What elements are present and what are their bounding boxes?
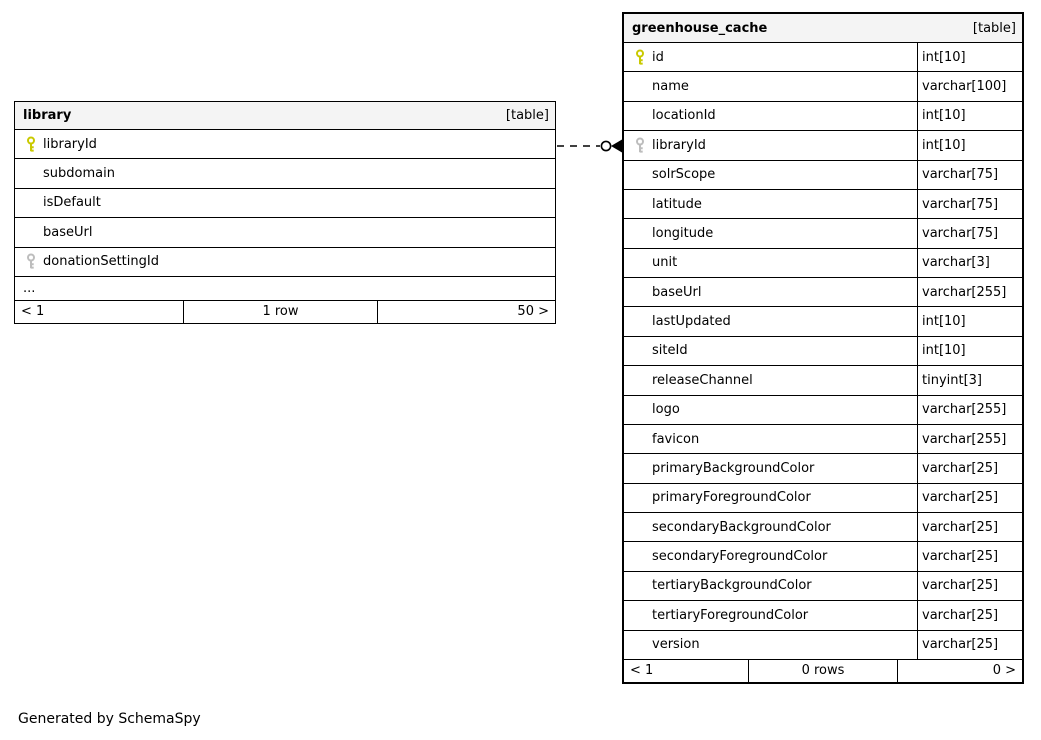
pager-next[interactable]: 0 > <box>897 660 1022 682</box>
column-row[interactable] <box>624 306 1022 335</box>
column-type: int[10] <box>917 43 1022 71</box>
column-name: locationId <box>652 108 716 124</box>
column-type: varchar[75] <box>917 190 1022 218</box>
column-row[interactable] <box>624 42 1022 71</box>
primary-key-icon <box>15 136 41 153</box>
column-row[interactable] <box>624 365 1022 394</box>
column-name: unit <box>652 255 678 271</box>
column-name: baseUrl <box>652 284 702 300</box>
column-name: tertiaryForegroundColor <box>652 607 809 623</box>
column-type: varchar[75] <box>917 161 1022 189</box>
column-type: tinyint[3] <box>917 366 1022 394</box>
table-card-greenhouse-cache[interactable] <box>622 12 1024 684</box>
column-row[interactable] <box>624 218 1022 247</box>
column-type: int[10] <box>917 131 1022 159</box>
column-row[interactable] <box>624 453 1022 482</box>
table-name: greenhouse_cache <box>632 20 768 36</box>
column-name: solrScope <box>652 167 716 183</box>
table-type-tag: [table] <box>505 108 549 123</box>
column-type: varchar[255] <box>917 396 1022 424</box>
pager-prev[interactable]: < 1 <box>630 663 654 679</box>
arrowhead-icon <box>611 140 622 153</box>
table-pager <box>624 659 1022 682</box>
column-type: varchar[25] <box>917 631 1022 659</box>
column-row[interactable] <box>624 395 1022 424</box>
column-name: libraryId <box>652 137 706 153</box>
column-row[interactable] <box>624 277 1022 306</box>
column-row[interactable] <box>624 71 1022 100</box>
column-row[interactable] <box>624 424 1022 453</box>
column-type: int[10] <box>917 337 1022 365</box>
column-type: varchar[3] <box>917 249 1022 277</box>
pager-row-count: 1 row <box>183 301 377 323</box>
column-row[interactable] <box>15 188 555 217</box>
table-header[interactable] <box>15 102 555 129</box>
column-name: siteId <box>652 343 688 359</box>
column-row[interactable] <box>624 336 1022 365</box>
column-type: varchar[25] <box>917 601 1022 629</box>
column-name: releaseChannel <box>652 372 753 388</box>
column-type: varchar[75] <box>917 219 1022 247</box>
table-type-tag: [table] <box>972 20 1016 36</box>
column-type: varchar[100] <box>917 72 1022 100</box>
column-row[interactable] <box>624 160 1022 189</box>
relationship-connector <box>556 138 622 154</box>
table-pager <box>15 300 555 323</box>
column-name: donationSettingId <box>43 254 159 270</box>
column-type: int[10] <box>917 102 1022 130</box>
column-name: lastUpdated <box>652 314 731 330</box>
column-row[interactable] <box>624 101 1022 130</box>
primary-key-icon <box>624 49 650 66</box>
generated-by-text: Generated by SchemaSpy <box>18 711 201 727</box>
column-type: varchar[25] <box>917 572 1022 600</box>
column-type: int[10] <box>917 307 1022 335</box>
column-row[interactable] <box>15 158 555 187</box>
column-name: favicon <box>652 431 700 447</box>
foreign-key-icon <box>15 253 41 270</box>
column-row[interactable] <box>624 483 1022 512</box>
column-name: primaryBackgroundColor <box>652 460 815 476</box>
column-row[interactable] <box>624 571 1022 600</box>
column-type: varchar[25] <box>917 454 1022 482</box>
pager-prev[interactable]: < 1 <box>21 304 45 320</box>
column-name: id <box>652 49 664 65</box>
column-name: secondaryForegroundColor <box>652 549 828 565</box>
column-row[interactable] <box>624 512 1022 541</box>
column-name: latitude <box>652 196 702 212</box>
column-name: logo <box>652 402 680 418</box>
column-type: varchar[25] <box>917 484 1022 512</box>
column-row[interactable] <box>15 247 555 276</box>
table-name: library <box>23 108 72 123</box>
column-name: subdomain <box>43 166 115 182</box>
foreign-key-icon <box>624 137 650 154</box>
column-row[interactable] <box>15 217 555 246</box>
pager-next[interactable]: 50 > <box>377 301 555 323</box>
pager-row-count: 0 rows <box>748 660 897 682</box>
column-name: secondaryBackgroundColor <box>652 519 831 535</box>
zero-cardinality-circle-icon <box>601 141 610 150</box>
column-name: version <box>652 637 700 653</box>
table-header[interactable] <box>624 14 1022 42</box>
table-card-library[interactable] <box>14 101 556 324</box>
column-row[interactable] <box>624 541 1022 570</box>
column-name: longitude <box>652 225 714 241</box>
column-row[interactable] <box>624 600 1022 629</box>
column-row[interactable] <box>624 630 1022 659</box>
column-row[interactable] <box>15 129 555 158</box>
column-name: name <box>652 79 689 95</box>
column-name: baseUrl <box>43 224 93 240</box>
column-type: varchar[255] <box>917 425 1022 453</box>
column-row[interactable] <box>624 248 1022 277</box>
column-name: primaryForegroundColor <box>652 490 811 506</box>
more-columns-ellipsis[interactable]: ... <box>15 276 555 300</box>
column-type: varchar[25] <box>917 542 1022 570</box>
column-row[interactable] <box>624 189 1022 218</box>
column-name: tertiaryBackgroundColor <box>652 578 812 594</box>
column-type: varchar[25] <box>917 513 1022 541</box>
column-type: varchar[255] <box>917 278 1022 306</box>
column-name: libraryId <box>43 136 97 152</box>
column-name: isDefault <box>43 195 101 211</box>
column-row[interactable] <box>624 130 1022 159</box>
